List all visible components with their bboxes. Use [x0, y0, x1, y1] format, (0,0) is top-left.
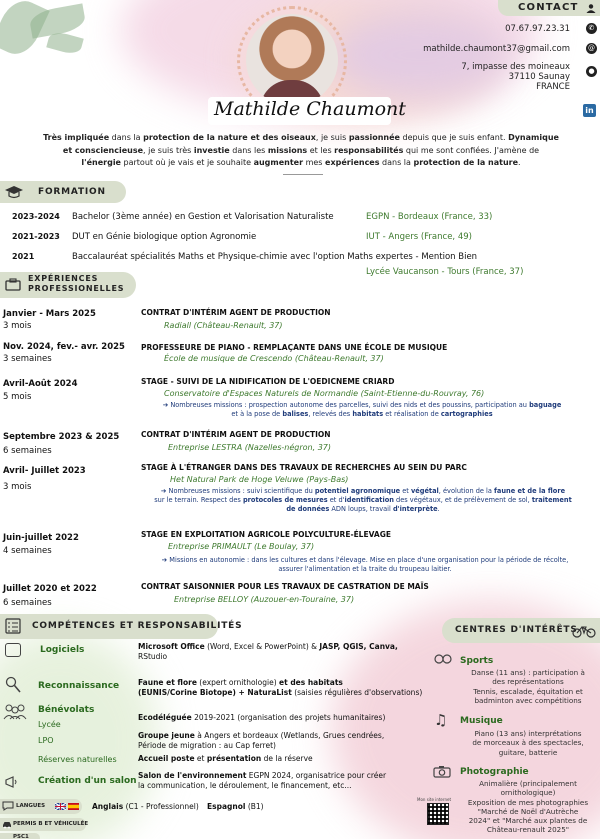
skill-sublabel: Réserves naturelles	[38, 755, 117, 764]
skill-text: Groupe jeune à Angers et bordeaux (Wetlands, Grues cendrées, Période de migration : au Cap ferret)	[138, 731, 385, 750]
experiences-title: PROFESSIONELLES	[28, 284, 125, 293]
experience-date: Septembre 2023 & 2025	[3, 432, 120, 442]
contact-title: CONTACT	[518, 2, 579, 13]
experience-description: ➔ Missions en autonomie : dans les cultures et dans l'élevage. Mise en place d'une organisation pour la période de récolte, assurer l'alimentation et la traite du troupeau laitier.	[161, 556, 569, 574]
experience-duration: 4 semaines	[3, 546, 52, 556]
skill-sublabel: Lycée	[38, 720, 61, 729]
interest-title: Photographie	[460, 767, 529, 777]
experience-description: ➔ Nombreuses missions : prospection autonome des parcelles, suivi des nids et des poussins, participation au baguage et à la pose de balises, relevés des habitats et réalisation de cartographies	[162, 401, 562, 419]
music-note-icon: ♫	[434, 711, 448, 729]
website-label: Mon site internet	[417, 797, 452, 802]
skill-text: Faune et flore (expert ornithologie) et des habitats (EUNIS/Corine Biotope) + NaturaList (saisies régulières d'observations)	[138, 678, 423, 697]
experience-title: CONTRAT SAISONNIER POUR LES TRAVAUX DE CASTRATION DE MAÏS	[141, 582, 429, 591]
experience-date: Janvier - Mars 2025	[3, 309, 96, 319]
formation-school: Lycée Vaucanson - Tours (France, 37)	[366, 267, 524, 277]
experience-duration: 3 semaines	[3, 354, 52, 364]
experience-place: Het Natural Park de Hoge Veluwe (Pays-Bas)	[170, 475, 349, 484]
skill-label: Reconnaissance	[38, 681, 120, 691]
experience-place: Conservatoire d'Espaces Naturels de Normandie (Saint-Etienne-du-Rouvray, 76)	[164, 389, 485, 398]
person-icon	[586, 4, 596, 13]
formation-title: FORMATION	[38, 187, 106, 197]
phone-icon: ✆	[586, 23, 597, 34]
formation-year: 2021-2023	[12, 232, 60, 241]
profile-photo	[246, 14, 338, 106]
checklist-icon	[5, 618, 21, 634]
experience-place: Entreprise LESTRA (Nazelles-négron, 37)	[168, 443, 332, 452]
experience-date: Juin-juillet 2022	[3, 533, 79, 543]
briefcase-icon	[5, 278, 21, 291]
experience-duration: 3 mois	[3, 482, 32, 492]
people-icon	[3, 704, 27, 720]
address-line: 7, impasse des moineaux	[461, 62, 570, 72]
divider	[283, 174, 323, 175]
background-wash	[330, 10, 510, 100]
experience-duration: 3 mois	[3, 321, 32, 331]
experience-duration: 6 semaines	[3, 598, 52, 608]
linkedin-icon[interactable]: in	[583, 104, 596, 117]
interests-title: CENTRES D'INTÉRÊTS	[455, 625, 578, 635]
formation-degree: Baccalauréat spécialités Maths et Physique-chimie avec l'option Maths expertes - Mention Bien	[72, 252, 478, 262]
interest-text: Piano (13 ans) interprétations de morceaux à des spectacles, guitare, batterie	[472, 729, 584, 757]
experience-place: Entreprise PRIMAULT (Le Boulay, 37)	[168, 542, 315, 551]
skills-title: COMPÉTENCES ET RESPONSABILITÉS	[32, 621, 243, 631]
language-spanish: Espagnol (B1)	[207, 802, 264, 811]
skill-sublabel: LPO	[38, 736, 54, 745]
full-name: Mathilde Chaumont	[214, 98, 406, 120]
phone-number: 07.67.97.23.31	[505, 24, 570, 34]
experience-date: Juillet 2020 et 2022	[3, 584, 97, 594]
car-icon	[2, 820, 12, 829]
experience-title: CONTRAT D'INTÉRIM AGENT DE PRODUCTION	[141, 430, 331, 439]
computer-icon	[5, 643, 21, 657]
bicycle-icon	[572, 624, 596, 638]
formation-school: EGPN - Bordeaux (France, 33)	[366, 212, 493, 222]
graduation-cap-icon	[4, 185, 24, 199]
experience-description: ➔ Nombreuses missions : suivi scientifique du potentiel agronomique et végétal, évolution de la faune et de la flore sur le terrain. Respect des protocoles de mesures et d'identification des végétaux, et de prélèvement de sol, traitement de données ADN loups, travail d'interprète.	[154, 487, 572, 514]
experiences-title: EXPÉRIENCES	[28, 274, 99, 283]
location-icon: ●	[586, 66, 597, 77]
experience-date: Avril- Juillet 2023	[3, 466, 86, 476]
formation-degree: DUT en Génie biologique option Agronomie	[72, 232, 257, 242]
magnifier-icon	[5, 676, 21, 694]
formation-year: 2023-2024	[12, 212, 60, 221]
spain-flag-icon	[68, 803, 79, 810]
skill-text: Microsoft Office (Word, Excel & PowerPoint) & JASP, QGIS, Canva, RStudio	[138, 642, 398, 661]
experience-place: École de musique de Crescendo (Château-Renault, 37)	[164, 354, 384, 363]
megaphone-icon	[4, 775, 20, 789]
profile-summary: Très impliquée dans la protection de la nature et des oiseaux, je suis passionnée depuis que je suis enfant. Dynamique et consciencieuse, je suis très investie dans les missions et les responsabilités qui me sont confiées. J'amène de l'énergie partout où je vais et je souhaite augmenter mes expériences dans la protection de la nature.	[43, 133, 559, 168]
license-label: PERMIS B ET VÉHICULÉE	[13, 821, 89, 827]
address-line: FRANCE	[536, 82, 570, 92]
experience-place: Entreprise BELLOY (Auzouer-en-Touraine, 37)	[174, 595, 355, 604]
skill-label: Bénévolats	[38, 705, 95, 715]
experience-duration: 6 semaines	[3, 446, 52, 456]
experience-place: Radiall (Château-Renault, 37)	[164, 321, 283, 330]
formation-degree: Bachelor (3ème année) en Gestion et Valorisation Naturaliste	[72, 212, 334, 222]
interest-title: Musique	[460, 716, 503, 726]
experience-date: Avril-Août 2024	[3, 379, 78, 389]
experience-date: Nov. 2024, fev.- avr. 2025	[3, 342, 125, 352]
skill-label: Création d'un salon	[38, 776, 137, 786]
qr-code[interactable]	[427, 803, 449, 825]
experience-title: STAGE - SUIVI DE LA NIDIFICATION DE L'OEDICNEME CRIARD	[141, 377, 395, 386]
sports-icon	[434, 652, 452, 666]
camera-icon	[433, 765, 451, 778]
experience-title: STAGE À L'ÉTRANGER DANS DES TRAVAUX DE RECHERCHES AU SEIN DU PARC	[141, 463, 467, 472]
skill-text: Accueil poste et présentation de la réserve	[138, 754, 313, 763]
leaf-decoration	[46, 30, 84, 56]
language-english: Anglais (C1 - Professionnel)	[92, 802, 199, 811]
psc1-label: PSC1	[13, 834, 29, 839]
formation-year: 2021	[12, 252, 35, 261]
experience-title: PROFESSEURE DE PIANO - REMPLAÇANTE DANS UNE ÉCOLE DE MUSIQUE	[141, 343, 448, 352]
skill-text: Ecodéléguée 2019-2021 (organisation des projets humanitaires)	[138, 713, 386, 722]
email-address[interactable]: mathilde.chaumont37@gmail.com	[423, 44, 570, 54]
languages-title: LANGUES	[16, 803, 46, 809]
experience-duration: 5 mois	[3, 392, 32, 402]
formation-school: IUT - Angers (France, 49)	[366, 232, 472, 242]
interest-text: Animalière (principalement ornithologique) Exposition de mes photographies "Marché de Noël d'Autrèche 2024" et "Marché aux plantes de Château-renault 2025"	[467, 779, 589, 835]
skill-text: Salon de l'environnement EGPN 2024, organisatrice pour créer la communication, le déroulement, le financement, etc...	[138, 771, 387, 790]
skill-label: Logiciels	[40, 645, 85, 655]
email-icon: @	[588, 44, 595, 52]
address-line: 37110 Saunay	[508, 72, 570, 82]
chat-icon	[2, 801, 14, 811]
interest-text: Danse (11 ans) : participation à des représentations Tennis, escalade, équitation et badminton avec compétitions	[471, 668, 585, 705]
experience-title: CONTRAT D'INTÉRIM AGENT DE PRODUCTION	[141, 308, 331, 317]
uk-flag-icon	[55, 803, 66, 810]
experience-title: STAGE EN EXPLOITATION AGRICOLE POLYCULTURE-ÉLEVAGE	[141, 530, 391, 539]
interest-title: Sports	[460, 656, 494, 666]
